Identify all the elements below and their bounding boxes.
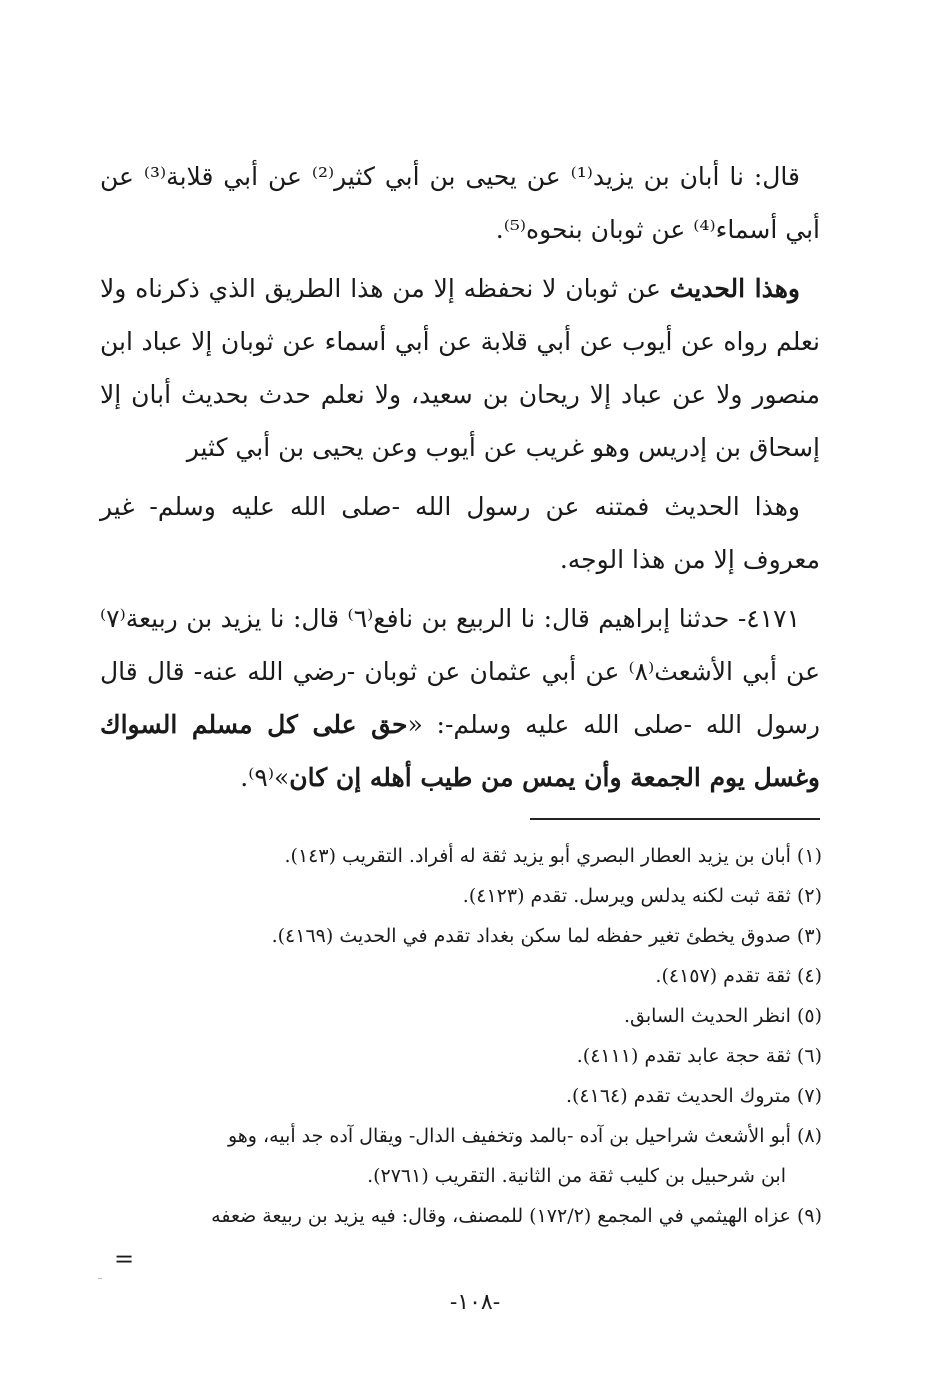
page-number: -١٠٨- xyxy=(449,1290,501,1315)
hadith-matn: حق على كل مسلم السواك وغسل يوم الجمعة وأن يمس من طيب أهله إن كان xyxy=(100,710,820,792)
paragraph-3: وهذا الحديث فمتنه عن رسول الله -صلى الله عليه وسلم- غير معروف إلا من هذا الوجه. xyxy=(100,492,820,574)
footnote-separator xyxy=(530,818,820,820)
paragraph-2-continuation: ولا نعلم رواه عن أيوب عن أبي قلابة عن أبي أسماء عن ثوبان إلا عباد ابن منصور ولا عن عباد إلا ريحان بن سعيد، ولا نعلم حدث بحديث أبان إلا إسحاق بن إدريس وهو غريب عن أيوب وعن يحيى بن أبي كثير xyxy=(100,274,820,462)
main-text xyxy=(100,150,820,810)
footnote-8-cont-text: ابن شرحبيل بن كليب ثقة من الثانية. التقريب (٢٧٦١). xyxy=(367,1165,786,1187)
footnote-3: (٣) صدوق يخطئ تغير حفظه لما سكن بغداد تقدم في الحديث (٤١٦٩). xyxy=(271,925,822,947)
footnotes xyxy=(100,836,822,1236)
paragraph-1: قال: نا أبان بن يزيد⁽¹⁾ عن يحيى بن أبي كثير⁽²⁾ عن أبي قلابة⁽³⁾ عن أبي أسماء⁽⁴⁾ عن ثوبان بنحوه⁽⁵⁾. xyxy=(100,162,820,244)
footnote-4: (٤) ثقة تقدم (٤١٥٧). xyxy=(655,965,822,987)
footnote-5: (٥) انظر الحديث السابق. xyxy=(623,1005,822,1027)
paragraph-2-text: عن ثوبان لا نحفظه إلا من هذا الطريق الذي ذكرناه xyxy=(135,274,670,303)
scan-speck xyxy=(98,1278,102,1279)
paragraph-4 xyxy=(100,592,820,804)
hadith-isnad: ٤١٧١- حدثنا إبراهيم قال: نا الربيع بن نافع⁽٦⁾ قال: نا يزيد بن ربيعة⁽٧⁾ عن أبي الأشعث⁽٨⁾ عن أبي عثمان عن ثوبان -رضي الله عنه- قال قال رسول الله -صلى الله عليه وسلم-: « xyxy=(100,604,820,739)
footnote-1: (١) أبان بن يزيد العطار البصري أبو يزيد ثقة له أفراد. التقريب (١٤٣). xyxy=(284,845,822,867)
hadith-close: »⁽٩⁾. xyxy=(240,763,290,792)
footnote-7: (٧) متروك الحديث تقدم (٤١٦٤). xyxy=(565,1085,822,1107)
footnote-8-continuation xyxy=(100,1156,822,1196)
paragraph-2 xyxy=(100,262,820,474)
continuation-mark: = xyxy=(114,1245,135,1273)
footnote-9: (٩) عزاه الهيثمي في المجمع (١٧٢/٢) للمصنف، وقال: فيه يزيد بن ربيعة ضعفه xyxy=(211,1205,822,1227)
footnote-2: (٢) ثقة ثبت لكنه يدلس ويرسل. تقدم (٤١٢٣). xyxy=(462,885,822,907)
footnote-8: (٨) أبو الأشعث شراحيل بن آده -بالمد وتخفيف الدال- ويقال آده جد أبيه، وهو xyxy=(227,1125,822,1147)
paragraph-2-bold-lead: وهذا الحديث xyxy=(669,274,800,303)
footnote-6: (٦) ثقة حجة عابد تقدم (٤١١١). xyxy=(576,1045,822,1067)
